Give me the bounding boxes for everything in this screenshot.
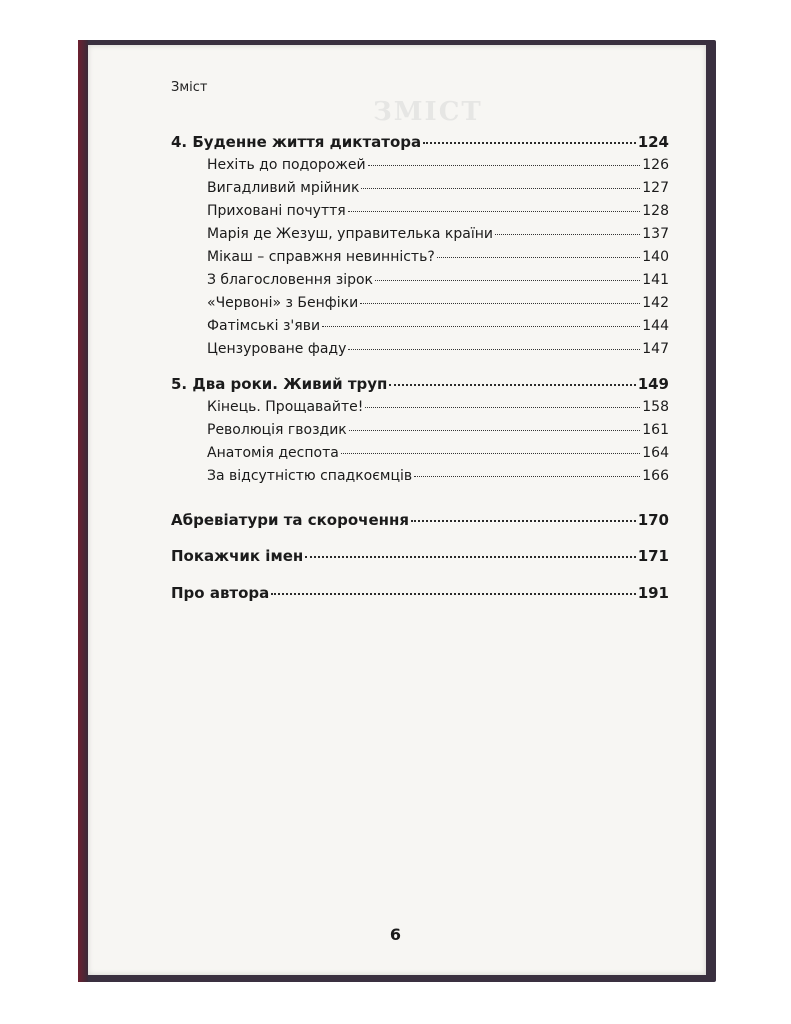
dot-leader [365, 407, 640, 408]
toc-entry-section[interactable] [207, 249, 669, 265]
toc-entry-page: 166 [642, 468, 669, 484]
dot-leader [437, 257, 640, 258]
toc-entry-section[interactable] [207, 445, 669, 461]
dot-leader [411, 520, 636, 522]
dot-leader [271, 593, 635, 595]
dot-leader [349, 430, 641, 431]
toc-entry-title: Покажчик імен [171, 547, 304, 565]
toc-entry-section[interactable] [207, 422, 669, 438]
toc-entry-page: 127 [642, 180, 669, 196]
toc-entry-section[interactable] [207, 180, 669, 196]
toc-entry-section[interactable] [207, 157, 669, 173]
toc-entry-title: З благословення зірок [207, 272, 374, 288]
toc-entry-title: Фатімські з'яви [207, 318, 321, 334]
toc-entry-title: Про автора [171, 584, 270, 602]
toc-entry-page: 171 [637, 547, 669, 565]
toc-entry-page: 137 [642, 226, 669, 242]
page-number: 6 [389, 925, 402, 944]
toc-entry-title: Кінець. Прощавайте! [207, 399, 364, 415]
toc-entry-title: Нехіть до подорожей [207, 157, 366, 173]
toc-entry-page: 158 [642, 399, 669, 415]
toc-entry-page: 140 [642, 249, 669, 265]
dot-leader [389, 384, 635, 386]
dot-leader [495, 234, 640, 235]
toc-entry-title: Марія де Жезуш, управителька країни [207, 226, 493, 242]
dot-leader [361, 188, 640, 189]
toc-entry-section[interactable] [207, 318, 669, 334]
toc-entry-page: 161 [642, 422, 669, 438]
toc-entry-title: Абревіатури та скорочення [171, 511, 409, 529]
toc-entry-page: 144 [642, 318, 669, 334]
toc-entry-section[interactable] [207, 203, 669, 219]
toc-entry-page: 149 [637, 375, 669, 393]
toc-entry-section[interactable] [207, 272, 669, 288]
dot-leader [305, 556, 635, 558]
dot-leader [348, 349, 640, 350]
toc-entry-title: Мікаш – справжня невинність? [207, 249, 435, 265]
toc-entry-page: 142 [642, 295, 669, 311]
toc-entry-title: 4. Буденне життя диктатора [171, 133, 422, 151]
toc-entry-section[interactable] [207, 226, 669, 242]
toc-entry-section[interactable] [207, 341, 669, 357]
toc-entry-page: 141 [642, 272, 669, 288]
dot-leader [414, 476, 640, 477]
dot-leader [322, 326, 640, 327]
dot-leader [348, 211, 641, 212]
toc-entry-title: Революція гвоздик [207, 422, 347, 438]
toc-entry-title: Анатомія деспота [207, 445, 339, 461]
toc-entry-chapter-5[interactable] [171, 375, 669, 393]
toc-entry-page: 191 [637, 584, 669, 602]
toc-entry-page: 170 [637, 511, 669, 529]
dot-leader [341, 453, 640, 454]
toc-entry-page: 128 [642, 203, 669, 219]
toc-entry-abbreviations[interactable] [171, 511, 669, 529]
dot-leader [375, 280, 640, 281]
running-head: Зміст [171, 80, 208, 95]
toc-entry-title: 5. Два роки. Живий труп [171, 375, 388, 393]
toc-entry-section[interactable] [207, 399, 669, 415]
dot-leader [423, 142, 636, 144]
toc-entry-page: 126 [642, 157, 669, 173]
toc-entry-section[interactable] [207, 468, 669, 484]
toc-entry-title: Цензуроване фаду [207, 341, 347, 357]
toc-entry-title: Вигадливий мрійник [207, 180, 360, 196]
toc-entry-about-author[interactable] [171, 584, 669, 602]
toc-entry-chapter-4[interactable] [171, 133, 669, 151]
toc-entry-page: 164 [642, 445, 669, 461]
toc-entry-title: Приховані почуття [207, 203, 346, 219]
toc-entry-name-index[interactable] [171, 547, 669, 565]
toc-entry-page: 147 [642, 341, 669, 357]
dot-leader [368, 165, 641, 166]
toc-entry-section[interactable] [207, 295, 669, 311]
toc-entry-title: «Червоні» з Бенфіки [207, 295, 359, 311]
bleed-through-heading: ЗМІСТ [373, 97, 483, 127]
toc-entry-title: За відсутністю спадкоємців [207, 468, 413, 484]
dot-leader [360, 303, 640, 304]
toc-entry-page: 124 [637, 133, 669, 151]
